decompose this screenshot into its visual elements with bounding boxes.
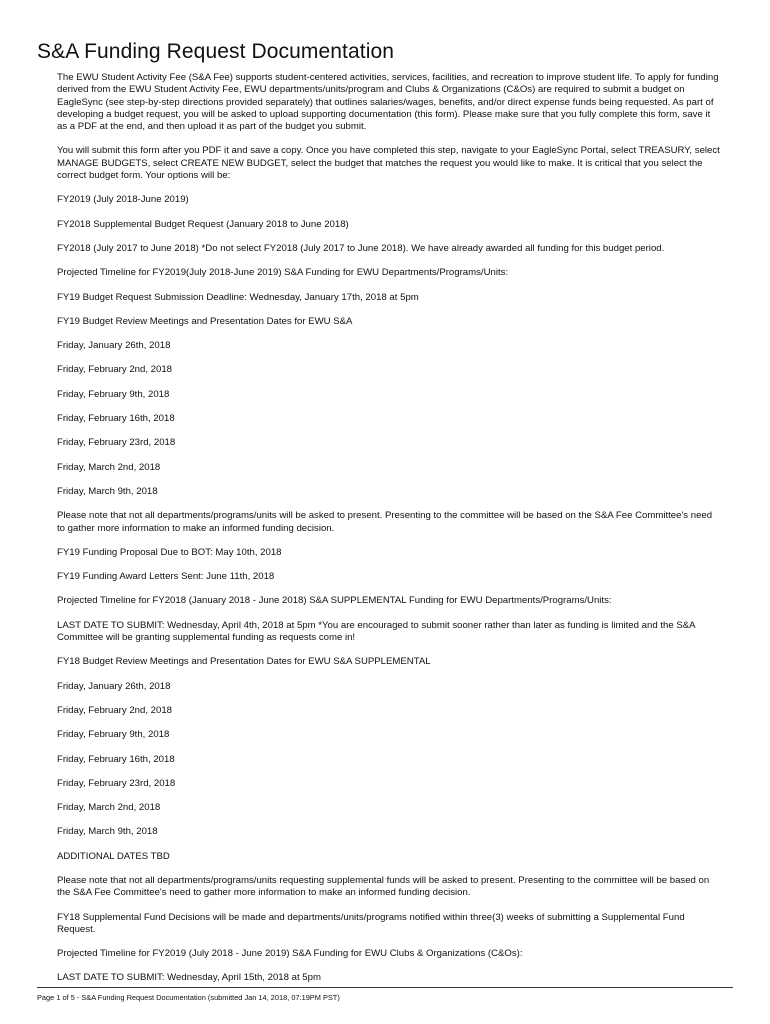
- option-fy2018: FY2018 (July 2017 to June 2018) *Do not select FY2018 (July 2017 to June 2018). We have already awarded all funding for this budget period.: [57, 242, 665, 254]
- fy19-date-item: Friday, March 9th, 2018: [57, 485, 158, 497]
- fy19-date-item: Friday, January 26th, 2018: [57, 340, 171, 352]
- fy19-proposal-due: FY19 Funding Proposal Due to BOT: May 10th, 2018: [57, 546, 282, 558]
- co-timeline-heading: Projected Timeline for FY2019 (July 2018 - June 2019) S&A Funding for EWU Clubs & Organizations (C&Os):: [57, 948, 523, 960]
- fy18-date-item: Friday, February 23rd, 2018: [57, 777, 176, 789]
- document-body: [57, 72, 722, 997]
- fy19-date-item: Friday, February 16th, 2018: [57, 413, 175, 425]
- fy18-decisions-note: FY18 Supplemental Fund Decisions will be made and departments/units/programs notified within three(3) weeks of submitting a Supplemental Fund Request.: [57, 911, 685, 935]
- fy19-presentation-note: Please note that not all departments/programs/units will be asked to present. Presenting to the committee will be based on the S&A Fee Committee's need to gather more information to make an informed funding decision.: [57, 510, 713, 534]
- fy18-presentation-note: Please note that not all departments/programs/units requesting supplemental funds will be asked to present. Presenting to the committee will be based on the S&A Fee Committee's need to gather more information to make an informed funding decision.: [57, 874, 710, 899]
- fy18-date-item: Friday, February 2nd, 2018: [57, 704, 173, 716]
- additional-dates-note: ADDITIONAL DATES TBD: [57, 850, 170, 862]
- fy19-date-item: Friday, February 2nd, 2018: [57, 364, 173, 376]
- fy18-timeline-heading: Projected Timeline for FY2018 (January 2018 - June 2018) S&A SUPPLEMENTAL Funding for EWU Departments/Programs/Units:: [57, 595, 612, 607]
- fy19-date-item: Friday, March 2nd, 2018: [57, 461, 161, 473]
- fy19-review-heading: FY19 Budget Review Meetings and Presentation Dates for EWU S&A: [57, 315, 353, 327]
- fy19-date-item: Friday, February 9th, 2018: [57, 388, 170, 400]
- footer-divider: [37, 987, 733, 988]
- co-last-date: LAST DATE TO SUBMIT: Wednesday, April 15th, 2018 at 5pm: [57, 972, 321, 984]
- submit-instructions-paragraph: You will submit this form after you PDF it and save a copy. Once you have completed this step, navigate to your EagleSync Portal, select TREASURY, select MANAGE BUDGETS, select CREATE NEW BUDGET, select the budget that matches the request you would like to make. It is critical that you select the correct budget form. Your options will be:: [57, 145, 720, 182]
- fy18-last-date: LAST DATE TO SUBMIT: Wednesday, April 4th, 2018 at 5pm *You are encouraged to submit sooner rather than later as funding is limited and the S&A Committee will be granting supplemental funding as requests come in!: [57, 619, 695, 644]
- fy18-date-item: Friday, March 2nd, 2018: [57, 802, 161, 814]
- fy18-date-item: Friday, February 9th, 2018: [57, 729, 170, 741]
- intro-paragraph: The EWU Student Activity Fee (S&A Fee) supports student-centered activities, services, facilities, and recreation to improve student life. To apply for funding derived from the EWU Student Activity Fee, EWU departments/units/program and Clubs & Organizations (C&Os) are required to submit a budget on EagleSync (see step-by-step directions provided separately) that outlines salaries/wages, benefits, and/or direct expense funds being requested. As part of developing a budget request, you will be asked to upload supporting documentation (this form). Please make sure that you fully complete this form, save it as a PDF at the end, and then upload it as part of the budget you submit.: [57, 72, 719, 133]
- fy18-date-item: Friday, February 16th, 2018: [57, 753, 175, 765]
- option-fy2019: FY2019 (July 2018-June 2019): [57, 194, 189, 206]
- page-title: S&A Funding Request Documentation: [37, 40, 395, 63]
- fy18-date-item: Friday, January 26th, 2018: [57, 680, 171, 692]
- fy18-review-heading: FY18 Budget Review Meetings and Presentation Dates for EWU S&A SUPPLEMENTAL: [57, 656, 431, 668]
- fy18-date-item: Friday, March 9th, 2018: [57, 826, 158, 838]
- option-fy2018-supplemental: FY2018 Supplemental Budget Request (January 2018 to June 2018): [57, 218, 349, 230]
- fy19-award-letters: FY19 Funding Award Letters Sent: June 11th, 2018: [57, 571, 275, 583]
- fy19-timeline-heading: Projected Timeline for FY2019(July 2018-June 2019) S&A Funding for EWU Departments/Programs/Units:: [57, 267, 509, 279]
- fy19-deadline: FY19 Budget Request Submission Deadline: Wednesday, January 17th, 2018 at 5pm: [57, 291, 419, 303]
- fy19-date-item: Friday, February 23rd, 2018: [57, 437, 176, 449]
- page-footer: Page 1 of 5 - S&A Funding Request Documentation (submitted Jan 14, 2018, 07:19PM PST): [37, 993, 340, 1002]
